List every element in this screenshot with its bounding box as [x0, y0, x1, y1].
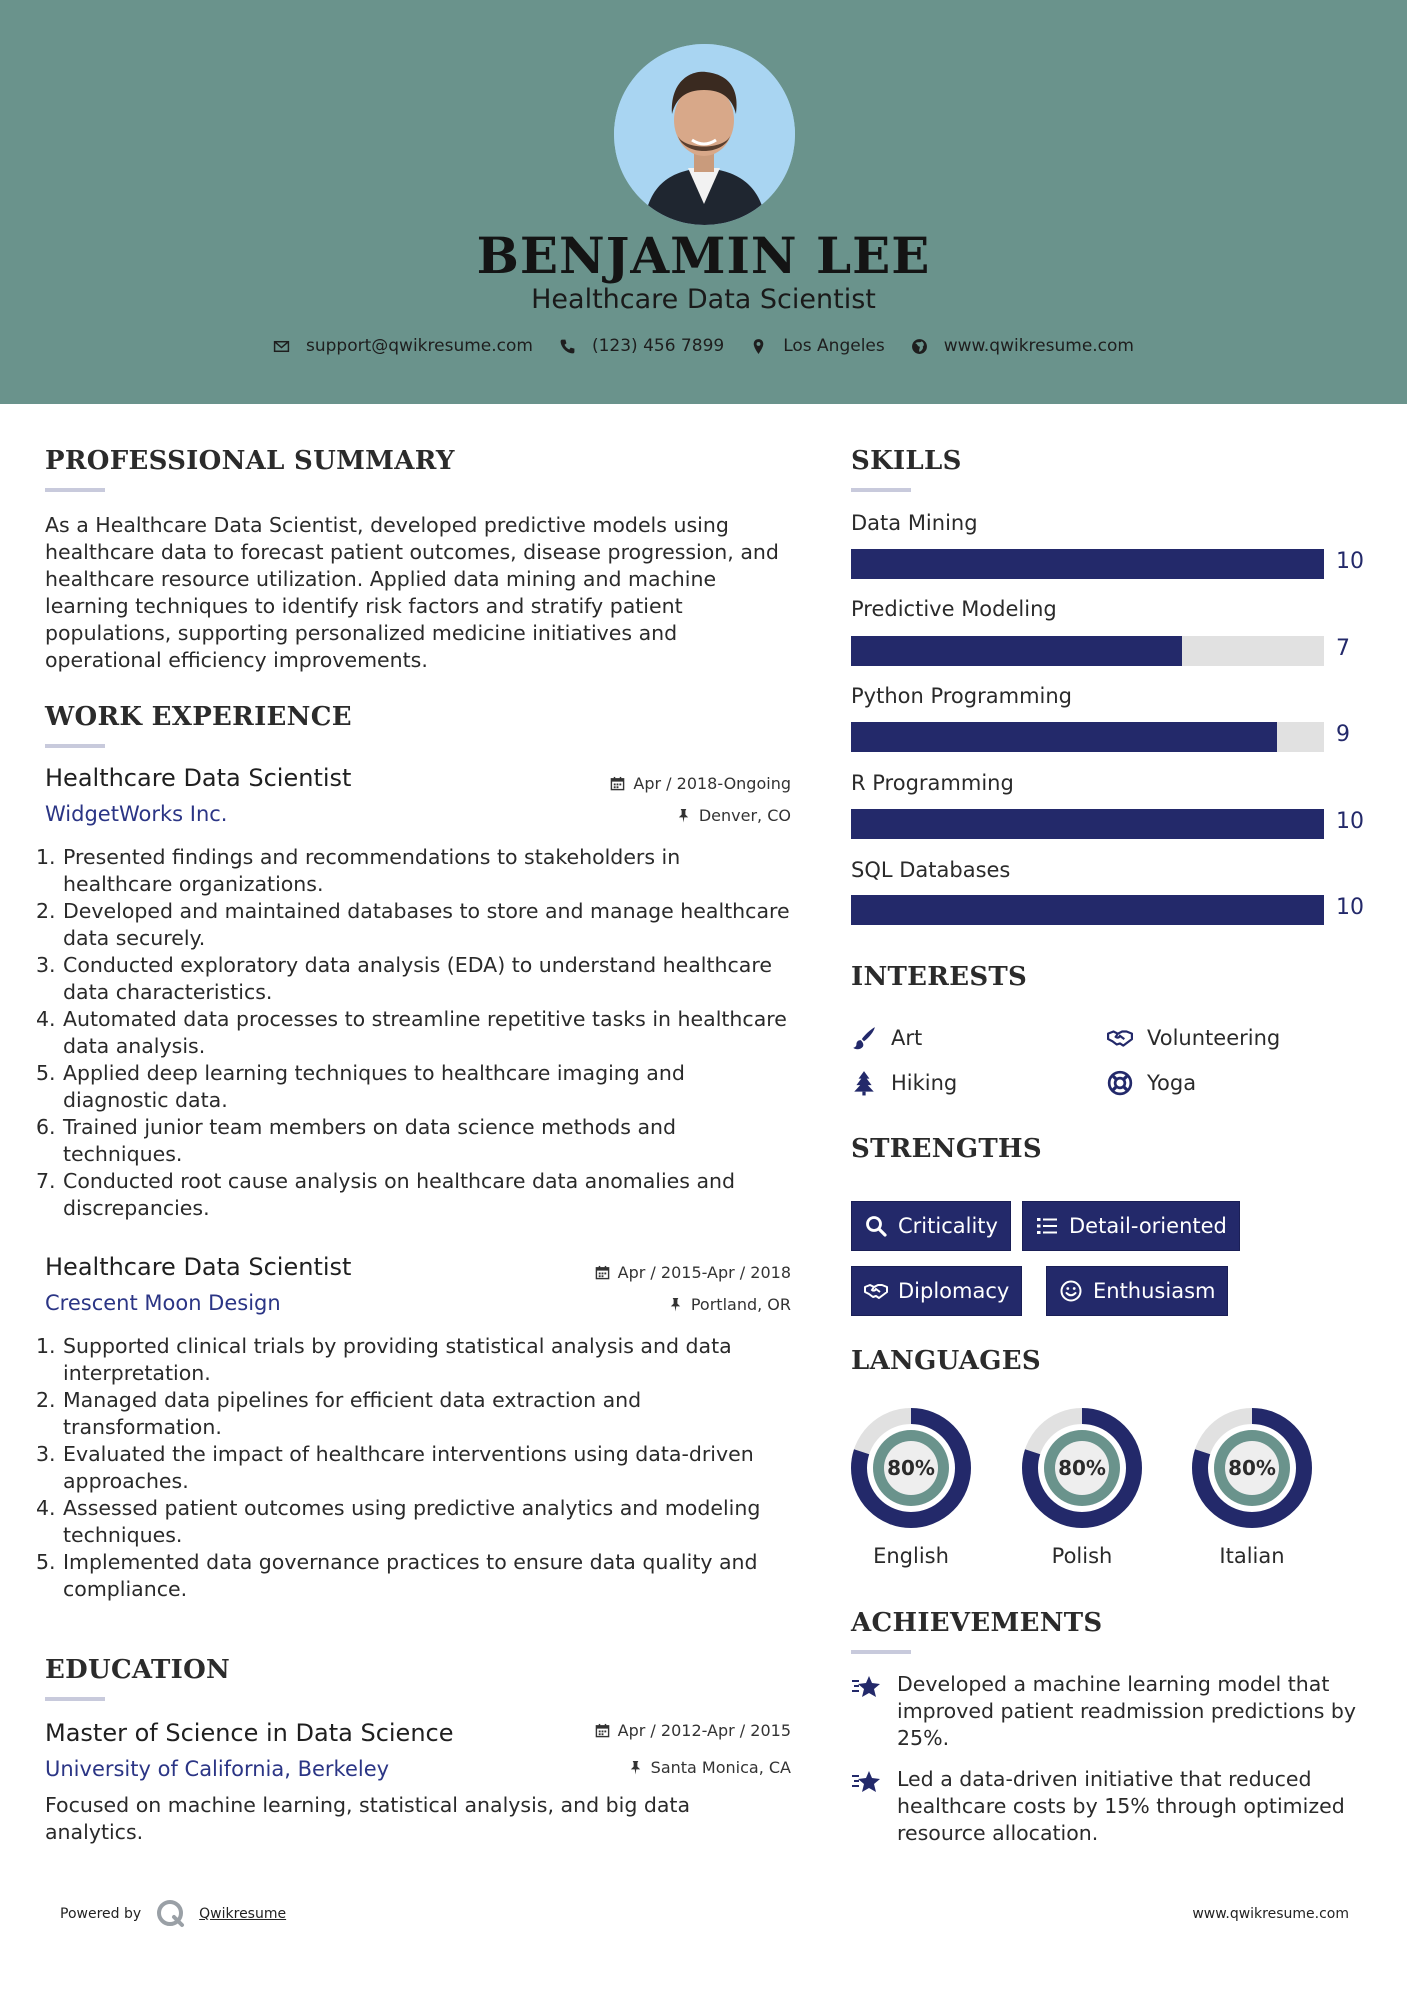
language-italian	[1187, 1406, 1317, 1568]
skills-heading-rule	[851, 488, 911, 492]
list-item	[36, 1441, 796, 1495]
job-2-title: Healthcare Data Scientist	[45, 1253, 352, 1281]
education-dates-text: Apr / 2012-Apr / 2015	[617, 1721, 791, 1740]
pushpin-icon	[628, 1760, 643, 1775]
interest-art	[851, 1025, 922, 1051]
job-1-title: Healthcare Data Scientist	[45, 764, 352, 792]
contact-bar	[0, 336, 1407, 356]
list-item	[36, 1060, 796, 1114]
envelope-icon	[273, 338, 290, 355]
list-item-text: Conducted root cause analysis on healthcare data anomalies and discrepancies.	[63, 1169, 736, 1220]
contact-phone[interactable]	[559, 336, 724, 356]
languages-heading: LANGUAGES	[851, 1346, 1041, 1376]
list-item	[36, 952, 796, 1006]
job-1-location-text: Denver, CO	[698, 806, 791, 825]
strength-label: Criticality	[898, 1214, 998, 1238]
star-award-icon	[851, 1672, 883, 1702]
pushpin-icon	[676, 808, 691, 823]
skill-value: 9	[1336, 722, 1350, 747]
list-item-number: 2.	[36, 899, 56, 923]
email-text: support@qwikresume.com	[306, 336, 533, 356]
footer-url[interactable]: www.qwikresume.com	[1192, 1906, 1349, 1922]
list-item-text: Assessed patient outcomes using predictive analytics and modeling techniques.	[63, 1496, 761, 1547]
education-heading-rule	[45, 1697, 105, 1701]
profile-photo	[614, 44, 795, 225]
education-location	[628, 1758, 791, 1777]
list-item-text: Presented findings and recommendations to stakeholders in healthcare organizations.	[63, 845, 681, 896]
summary-text: As a Healthcare Data Scientist, developed predictive models using healthcare data to forecast patient outcomes, disease progression, and healthcare resource utilization. Applied data mining and machine learning techniques to identify risk factors and stratify patient populations, supporting personalized medicine initiatives and operational efficiency improvements.	[45, 513, 779, 672]
calendar-icon	[610, 776, 625, 791]
list-item-number: 4.	[36, 1007, 56, 1031]
skill-bar-track	[851, 722, 1324, 752]
list-item	[36, 898, 796, 952]
list-item-number: 5.	[36, 1550, 56, 1574]
list-item	[36, 1549, 796, 1603]
job-2-dates	[595, 1263, 791, 1282]
strength-badge-criticality	[851, 1201, 1011, 1251]
donut-label: 80%	[1228, 1456, 1276, 1480]
strength-label: Detail-oriented	[1069, 1214, 1227, 1238]
language-name: English	[873, 1544, 949, 1568]
interest-hiking	[851, 1070, 957, 1096]
calendar-icon	[595, 1723, 610, 1738]
powered-by-text: Powered by	[60, 1906, 142, 1922]
skill-name: SQL Databases	[851, 858, 1011, 882]
list-item-text: Conducted exploratory data analysis (EDA) to understand healthcare data characteristics.	[63, 953, 772, 1004]
phone-icon	[559, 338, 576, 355]
skill-value: 10	[1336, 549, 1364, 574]
contact-website[interactable]	[911, 336, 1134, 356]
achievement-text: Led a data-driven initiative that reduced healthcare costs by 15% through optimized resource allocation.	[897, 1767, 1345, 1845]
language-donut	[1190, 1406, 1314, 1530]
language-donut	[849, 1406, 973, 1530]
list-item-number: 5.	[36, 1061, 56, 1085]
list-item-number: 2.	[36, 1388, 56, 1412]
contact-location	[750, 336, 885, 356]
achievement-text: Developed a machine learning model that improved patient readmission predictions by 25%.	[897, 1672, 1357, 1750]
job-2-location	[668, 1295, 791, 1314]
job-2-duties	[36, 1333, 796, 1603]
education-description: Focused on machine learning, statistical analysis, and big data analytics.	[45, 1793, 691, 1844]
list-item	[36, 844, 796, 898]
list-item-number: 4.	[36, 1496, 56, 1520]
strength-badge-detail-oriented	[1022, 1201, 1240, 1251]
experience-heading-rule	[45, 744, 105, 748]
interest-label: Volunteering	[1147, 1026, 1281, 1050]
achievements-heading: ACHIEVEMENTS	[851, 1608, 1103, 1638]
tree-icon	[851, 1070, 877, 1096]
list-item-text: Supported clinical trials by providing statistical analysis and data interpretation.	[63, 1334, 732, 1385]
degree-title: Master of Science in Data Science	[45, 1719, 454, 1747]
skill-name: Predictive Modeling	[851, 597, 1057, 621]
skill-bar-track	[851, 895, 1324, 925]
list-item	[36, 1333, 796, 1387]
job-1-dates-text: Apr / 2018-Ongoing	[633, 774, 791, 793]
person-avatar-icon	[614, 44, 795, 225]
list-item-number: 6.	[36, 1115, 56, 1139]
calendar-icon	[595, 1265, 610, 1280]
pushpin-icon	[668, 1297, 683, 1312]
footer-powered-by	[60, 1898, 286, 1930]
interests-heading: INTERESTS	[851, 962, 1028, 992]
skill-bar-fill	[851, 636, 1182, 666]
interest-label: Hiking	[891, 1071, 958, 1095]
list-item-number: 3.	[36, 953, 56, 977]
list-item	[36, 1168, 796, 1222]
candidate-title: Healthcare Data Scientist	[531, 284, 876, 315]
location-text: Los Angeles	[783, 336, 885, 356]
map-pin-icon	[750, 338, 767, 355]
job-1-dates	[610, 774, 791, 793]
skill-value: 7	[1336, 636, 1350, 661]
achievement-item	[851, 1766, 1361, 1847]
job-1-duties	[36, 844, 796, 1222]
list-item-text: Automated data processes to streamline repetitive tasks in healthcare data analysis.	[63, 1007, 787, 1058]
donut-label: 80%	[887, 1456, 935, 1480]
website-text: www.qwikresume.com	[943, 336, 1134, 356]
strength-badge-diplomacy	[851, 1266, 1022, 1316]
list-item-text: Trained junior team members on data science methods and techniques.	[63, 1115, 677, 1166]
list-item-text: Implemented data governance practices to ensure data quality and compliance.	[63, 1550, 758, 1601]
language-name: Italian	[1219, 1544, 1285, 1568]
list-item	[36, 1114, 796, 1168]
language-donut	[1020, 1406, 1144, 1530]
job-2-dates-text: Apr / 2015-Apr / 2018	[617, 1263, 791, 1282]
interest-label: Art	[891, 1026, 923, 1050]
summary-heading: PROFESSIONAL SUMMARY	[45, 446, 455, 476]
summary-heading-rule	[45, 488, 105, 492]
list-item-text: Developed and maintained databases to store and manage healthcare data securely.	[63, 899, 790, 950]
education-heading: EDUCATION	[45, 1655, 231, 1685]
phone-text: (123) 456 7899	[591, 336, 725, 356]
list-item	[36, 1006, 796, 1060]
handshake-icon	[864, 1279, 888, 1303]
skill-bar-track	[851, 636, 1324, 666]
education-dates	[595, 1721, 791, 1740]
interest-volunteering	[1107, 1025, 1280, 1051]
achievement-item	[851, 1671, 1361, 1752]
smile-icon	[1059, 1279, 1083, 1303]
job-1-company: WidgetWorks Inc.	[45, 802, 228, 826]
skill-bar-track	[851, 549, 1324, 579]
paintbrush-icon	[851, 1025, 877, 1051]
skill-bar-fill	[851, 809, 1324, 839]
brand-link[interactable]: Qwikresume	[199, 1906, 287, 1922]
list-item-number: 1.	[36, 845, 56, 869]
school-name: University of California, Berkeley	[45, 1757, 390, 1781]
list-item-number: 3.	[36, 1442, 56, 1466]
list-item	[36, 1387, 796, 1441]
education-location-text: Santa Monica, CA	[650, 1758, 791, 1777]
list-item-text: Applied deep learning techniques to healthcare imaging and diagnostic data.	[63, 1061, 685, 1112]
language-name: Polish	[1051, 1544, 1113, 1568]
resume-header	[0, 0, 1407, 404]
strength-label: Diplomacy	[898, 1279, 1010, 1303]
skill-value: 10	[1336, 895, 1364, 920]
skill-bar-fill	[851, 549, 1324, 579]
star-award-icon	[851, 1767, 883, 1797]
strength-badge-enthusiasm	[1046, 1266, 1228, 1316]
list-item	[36, 1495, 796, 1549]
skills-heading: SKILLS	[851, 446, 962, 476]
donut-label: 80%	[1058, 1456, 1106, 1480]
lifebuoy-icon	[1107, 1070, 1133, 1096]
language-english	[846, 1406, 976, 1568]
skill-bar-track	[851, 809, 1324, 839]
skill-name: R Programming	[851, 771, 1014, 795]
list-item-text: Evaluated the impact of healthcare interventions using data-driven approaches.	[63, 1442, 754, 1493]
list-item-text: Managed data pipelines for efficient data extraction and transformation.	[63, 1388, 642, 1439]
interest-label: Yoga	[1147, 1071, 1197, 1095]
job-2-company: Crescent Moon Design	[45, 1291, 281, 1315]
contact-email[interactable]	[273, 336, 533, 356]
job-1-location	[676, 806, 791, 825]
list-item-number: 1.	[36, 1334, 56, 1358]
achievements-heading-rule	[851, 1650, 911, 1654]
list-icon	[1035, 1214, 1059, 1238]
skill-bar-fill	[851, 722, 1277, 752]
globe-icon	[911, 338, 928, 355]
skill-name: Python Programming	[851, 684, 1073, 708]
strengths-heading: STRENGTHS	[851, 1134, 1042, 1164]
job-2-location-text: Portland, OR	[690, 1295, 791, 1314]
list-item-number: 7.	[36, 1169, 56, 1193]
search-icon	[864, 1214, 888, 1238]
handshake-icon	[1107, 1025, 1133, 1051]
candidate-name: BENJAMIN LEE	[476, 226, 931, 285]
skill-name: Data Mining	[851, 511, 978, 535]
experience-heading: WORK EXPERIENCE	[45, 702, 352, 732]
skill-value: 10	[1336, 809, 1364, 834]
qwikresume-logo-icon	[155, 1898, 187, 1930]
strength-label: Enthusiasm	[1093, 1279, 1216, 1303]
skill-bar-fill	[851, 895, 1324, 925]
language-polish	[1017, 1406, 1147, 1568]
interest-yoga	[1107, 1070, 1196, 1096]
